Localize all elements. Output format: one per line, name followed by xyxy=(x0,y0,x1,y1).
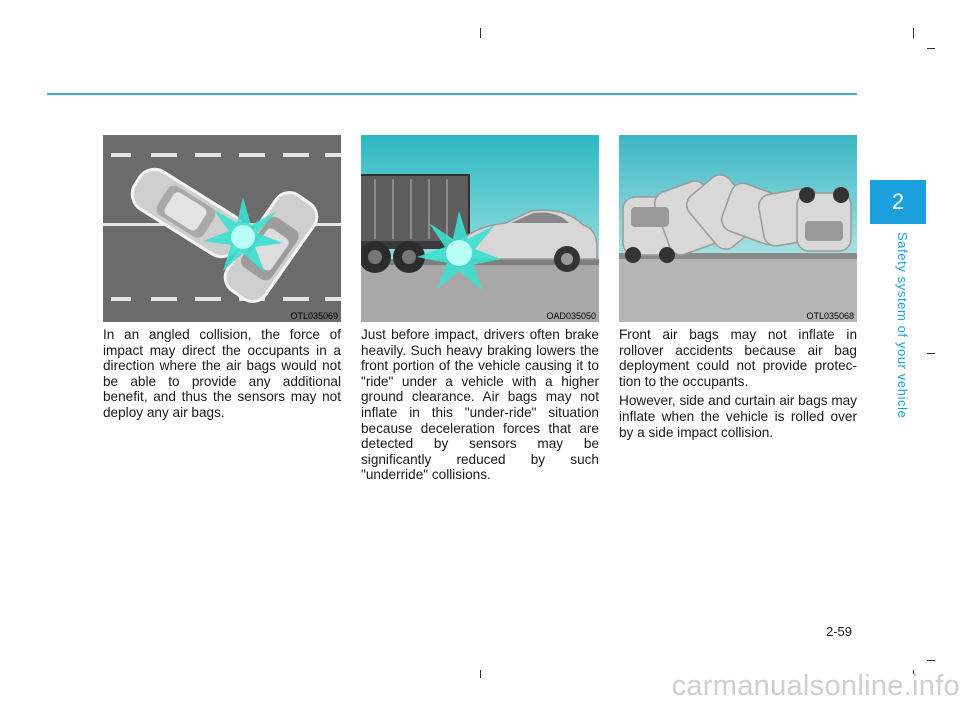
watermark: carmanualsonline.info xyxy=(671,670,960,702)
paragraph: Just before impact, drivers often brake heavily. Such heavy braking lowers the front portion of the vehicle causing it to "ride" under a vehicle with a higher ground clearance. Air bags may not inflate in this "under-ride" situation because deceleration forces that are detected by sensors may be significantly reduced by such "underride" collisions. xyxy=(361,327,599,483)
chapter-tab xyxy=(870,180,926,224)
column-underride xyxy=(361,327,599,487)
page-number: 2-59 xyxy=(826,624,853,639)
crop-mark xyxy=(913,28,914,38)
paragraph: However, side and curtain air bags may inflate when the vehicle is rolled over by a side impact collision. xyxy=(619,393,858,440)
figure-code: OTL035068 xyxy=(806,311,854,321)
header-rule xyxy=(47,93,857,95)
crop-mark xyxy=(927,48,935,49)
figure-code: OAD035050 xyxy=(546,311,596,321)
crop-mark xyxy=(480,28,481,38)
figure-code: OTL035069 xyxy=(290,311,338,321)
angled-collision-illustration xyxy=(103,135,341,322)
column-angled-collision xyxy=(103,327,341,425)
chapter-number: 2 xyxy=(891,189,905,214)
column-rollover xyxy=(619,327,857,444)
chapter-title: Safety system of your vehicle xyxy=(895,232,910,419)
rollover-illustration xyxy=(619,135,857,322)
paragraph: In an angled collision, the force of impact may direct the occupants in a direction where the air bags would not be able to provide any additional benefit, and thus the sensors may not deploy any air bags. xyxy=(103,327,341,420)
figure-angled-collision xyxy=(103,135,341,322)
crop-mark xyxy=(480,670,481,678)
paragraph: Front air bags may not inflate in rollover accidents because air bag deployment could not provide protec-tion to the occupants. xyxy=(619,327,857,389)
figure-underride-collision xyxy=(361,135,599,322)
underride-collision-illustration xyxy=(361,135,599,322)
crop-mark xyxy=(927,660,935,661)
figure-rollover xyxy=(619,135,857,322)
crop-mark xyxy=(927,353,935,354)
